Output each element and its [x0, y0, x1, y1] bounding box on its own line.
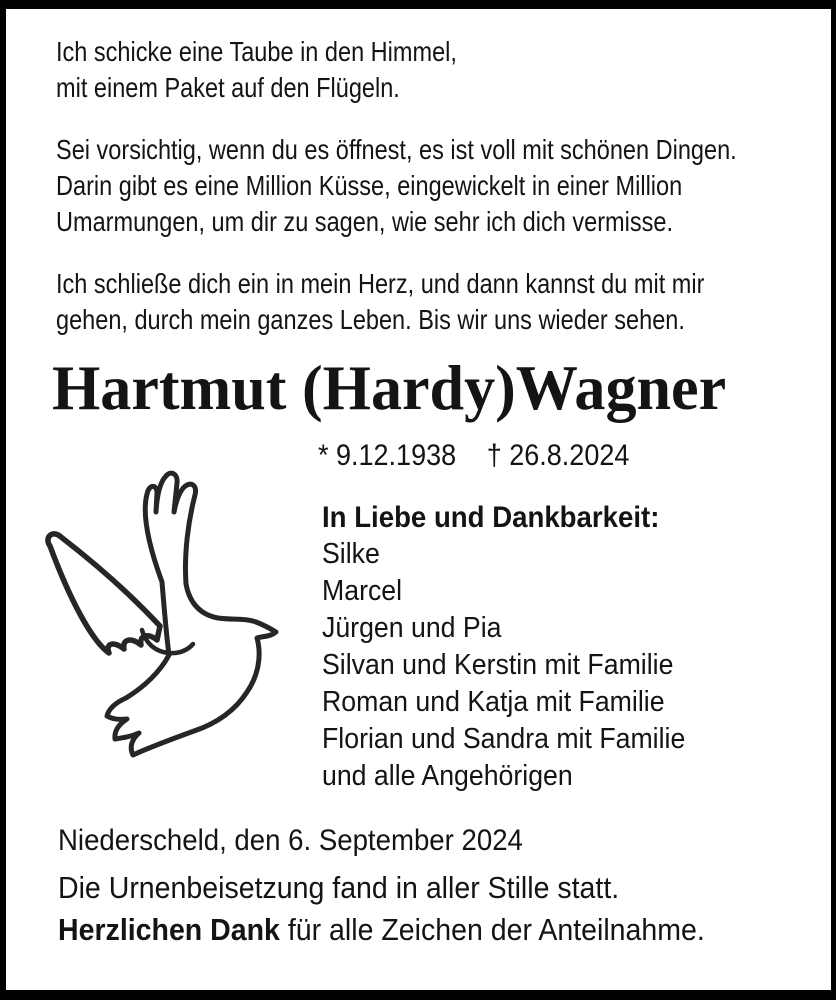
- poem-paragraph: [56, 132, 737, 240]
- deceased-name: Hartmut (Hardy)Wagner: [52, 352, 727, 423]
- poem-line: Ich schicke eine Taube in den Himmel,: [56, 36, 457, 67]
- mourner-name: Jürgen und Pia: [322, 612, 502, 644]
- poem-text: [56, 34, 737, 338]
- dove-icon: [30, 460, 320, 760]
- mourner-name: Marcel: [322, 575, 403, 607]
- mourner-name: Roman und Katja mit Familie: [322, 686, 665, 718]
- poem-line: Darin gibt es eine Million Küsse, eingewickelt in einer Million: [56, 170, 683, 201]
- poem-line: Umarmungen, um dir zu sagen, wie sehr ich dich vermisse.: [56, 206, 673, 237]
- life-dates: [318, 438, 629, 474]
- mourner-name: Silke: [322, 538, 380, 570]
- poem-line: gehen, durch mein ganzes Leben. Bis wir uns wieder sehen.: [56, 304, 685, 335]
- mourners-heading: In Liebe und Dankbarkeit:: [322, 501, 660, 534]
- mourner-name: und alle Angehörigen: [322, 760, 573, 792]
- poem-line: Ich schließe dich ein in mein Herz, und dann kannst du mit mir: [56, 268, 705, 299]
- mourners-block: [322, 499, 685, 795]
- poem-paragraph: [56, 34, 737, 106]
- place-and-date: Niederscheld, den 6. September 2024: [58, 824, 523, 857]
- mourner-name: Silvan und Kerstin mit Familie: [322, 649, 674, 681]
- death-date: † 26.8.2024: [486, 439, 630, 472]
- burial-note: Die Urnenbeisetzung fand in aller Stille statt.: [58, 870, 620, 905]
- thanks-rest-text: für alle Zeichen der Anteilnahme.: [279, 912, 705, 947]
- thanks-line: [58, 911, 705, 949]
- poem-paragraph: [56, 266, 737, 338]
- poem-line: Sei vorsichtig, wenn du es öffnest, es ist voll mit schönen Dingen.: [56, 134, 737, 165]
- mourner-name: Florian und Sandra mit Familie: [322, 723, 686, 755]
- birth-date: * 9.12.1938: [318, 439, 457, 472]
- poem-line: mit einem Paket auf den Flügeln.: [56, 72, 400, 103]
- thanks-bold-text: Herzlichen Dank: [58, 912, 280, 947]
